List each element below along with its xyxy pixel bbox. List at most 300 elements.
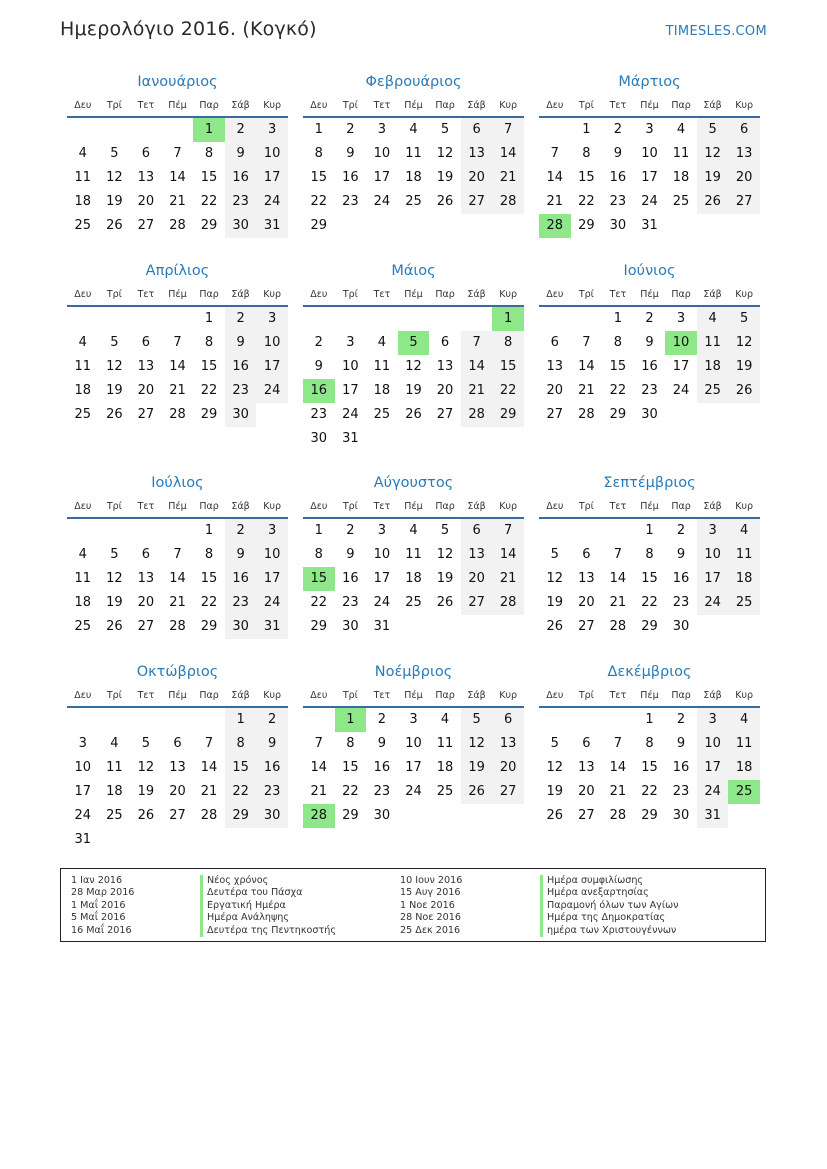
week-row <box>67 543 288 567</box>
day-cell: 17 <box>641 170 658 185</box>
empty-day-cell <box>728 804 760 828</box>
day-cell: 29 <box>200 218 218 233</box>
day-cell: 15 <box>492 355 524 379</box>
day-cell: 3 <box>676 311 686 326</box>
day-cell: 14 <box>169 571 186 586</box>
day-cell: 17 <box>405 760 422 775</box>
day-cell: 15 <box>200 571 218 586</box>
day-cell: 14 <box>546 170 564 185</box>
day-cell: 12 <box>697 142 729 166</box>
day-cell: 5 <box>440 122 450 137</box>
weekday-label: Τρί <box>578 689 594 701</box>
weekday-label: Τετ <box>137 99 155 111</box>
day-cell: 22 <box>225 780 257 804</box>
day-cell: 8 <box>225 732 257 756</box>
day-cell: 11 <box>405 547 422 562</box>
day-cell: 2 <box>225 307 257 331</box>
day-cell: 7 <box>173 547 182 562</box>
weekday-header <box>539 495 760 517</box>
day-cell: 20 <box>137 595 155 610</box>
day-cell: 20 <box>436 383 454 398</box>
empty-day-cell <box>67 307 99 331</box>
day-cell: 22 <box>641 595 658 610</box>
day-cell: 22 <box>342 784 359 799</box>
month-name: Δεκέμβριος <box>607 664 692 680</box>
weekday-label: Τετ <box>609 500 627 512</box>
day-cell: 4 <box>676 122 686 137</box>
day-cell: 15 <box>641 571 658 586</box>
month-block <box>539 662 760 828</box>
day-cell: 16 <box>342 170 359 185</box>
month-name: Φεβρουάριος <box>365 74 462 90</box>
weekday-label: Πέμ <box>168 500 187 512</box>
week-row <box>303 591 524 615</box>
empty-day-cell <box>398 804 430 828</box>
day-cell: 24 <box>256 591 288 615</box>
day-cell: 3 <box>645 122 654 137</box>
brand-link[interactable]: TIMESLES.COM <box>665 24 767 39</box>
weekday-label: Παρ <box>671 689 691 701</box>
week-row <box>303 214 524 238</box>
weekday-label: Κυρ <box>263 689 282 701</box>
week-row <box>67 142 288 166</box>
day-cell: 2 <box>613 122 623 137</box>
day-cell: 21 <box>169 194 186 209</box>
weekday-label: Δευ <box>546 288 564 300</box>
weekday-label: Πέμ <box>404 288 423 300</box>
day-cell: 5 <box>110 146 119 161</box>
day-cell: 24 <box>373 595 391 610</box>
day-cell: 2 <box>346 523 355 538</box>
weekday-header <box>539 684 760 706</box>
weekday-label: Κυρ <box>735 288 754 300</box>
day-cell: 1 <box>204 311 214 326</box>
day-cell: 19 <box>728 355 760 379</box>
weekday-label: Σάβ <box>703 500 722 512</box>
week-row <box>303 615 524 639</box>
holiday-name: Εργατική Ημέρα <box>200 900 336 912</box>
weekday-label: Παρ <box>435 288 455 300</box>
day-cell: 1 <box>582 122 591 137</box>
day-cell: 29 <box>641 619 658 634</box>
day-cell: 14 <box>200 760 218 775</box>
day-cell: 26 <box>697 190 729 214</box>
week-row <box>539 780 760 804</box>
day-cell: 23 <box>373 784 391 799</box>
month-block <box>67 473 288 639</box>
day-cell: 8 <box>314 146 323 161</box>
weekday-label: Παρ <box>671 500 691 512</box>
day-cell: 17 <box>373 571 391 586</box>
day-cell: 22 <box>200 383 218 398</box>
day-cell: 19 <box>436 170 454 185</box>
page-title: Ημερολόγιο 2016. (Κογκό) <box>60 18 317 40</box>
day-cell: 21 <box>609 595 627 610</box>
day-cell: 6 <box>461 519 493 543</box>
holiday-name: Ημέρα συμφιλίωσης <box>540 875 679 887</box>
day-cell: 18 <box>74 194 92 209</box>
day-cell: 8 <box>314 547 323 562</box>
day-cell: 21 <box>492 567 524 591</box>
day-cell: 7 <box>173 335 182 350</box>
day-cell: 29 <box>200 619 218 634</box>
day-cell: 13 <box>578 571 595 586</box>
day-cell: 12 <box>546 571 564 586</box>
empty-day-cell <box>398 427 430 451</box>
day-cell: 4 <box>78 335 87 350</box>
empty-day-cell <box>366 427 398 451</box>
day-cell: 25 <box>74 218 92 233</box>
day-cell: 9 <box>377 736 387 751</box>
day-cell: 19 <box>106 383 123 398</box>
day-cell: 23 <box>342 595 359 610</box>
empty-day-cell <box>461 214 493 238</box>
weekday-label: Δευ <box>74 288 92 300</box>
weekday-label: Πέμ <box>404 99 423 111</box>
empty-day-cell <box>99 118 131 142</box>
day-cell: 18 <box>672 170 690 185</box>
empty-day-cell <box>366 214 398 238</box>
day-cell: 4 <box>409 523 418 538</box>
empty-day-cell <box>429 214 461 238</box>
day-cell: 12 <box>436 547 454 562</box>
day-cell: 9 <box>225 142 257 166</box>
day-cell: 27 <box>137 218 155 233</box>
day-cell: 4 <box>78 146 87 161</box>
week-row <box>67 214 288 238</box>
day-cell: 11 <box>106 760 123 775</box>
day-cell: 14 <box>461 355 493 379</box>
day-cell: 10 <box>373 146 391 161</box>
day-cell: 18 <box>373 383 391 398</box>
day-cell: 20 <box>728 166 760 190</box>
holiday-name: Δευτέρα της Πεντηκοστής <box>200 925 336 937</box>
month-name: Μάιος <box>391 263 436 279</box>
empty-day-cell <box>162 708 194 732</box>
day-cell: 18 <box>74 383 92 398</box>
day-cell: 11 <box>74 571 92 586</box>
day-cell: 28 <box>609 619 627 634</box>
week-row <box>303 379 524 403</box>
empty-day-cell <box>728 403 760 427</box>
day-cell: 16 <box>609 170 627 185</box>
day-cell: 14 <box>609 760 627 775</box>
day-cell: 13 <box>137 170 155 185</box>
day-cell: 7 <box>173 146 182 161</box>
weekday-label: Τρί <box>578 500 594 512</box>
empty-day-cell <box>728 214 760 238</box>
month-name: Αύγουστος <box>373 475 454 491</box>
weekday-label: Πέμ <box>640 288 659 300</box>
day-cell: 30 <box>672 808 690 823</box>
empty-day-cell <box>461 307 493 331</box>
day-cell: 2 <box>377 712 387 727</box>
day-cell: 21 <box>169 595 186 610</box>
holiday-dates-col-1 <box>71 875 134 937</box>
weekday-header <box>303 283 524 305</box>
day-cell: 8 <box>613 335 623 350</box>
month-block <box>539 72 760 238</box>
day-cell: 3 <box>256 307 288 331</box>
day-cell: 29 <box>342 808 359 823</box>
day-cell: 18 <box>106 784 123 799</box>
day-cell: 7 <box>613 547 623 562</box>
day-cell: 2 <box>225 519 257 543</box>
day-cell: 10 <box>256 331 288 355</box>
week-row <box>539 403 760 427</box>
day-cell: 23 <box>225 379 257 403</box>
day-cell: 2 <box>256 708 288 732</box>
day-cell: 1 <box>314 122 323 137</box>
day-cell: 4 <box>697 307 729 331</box>
day-cell: 15 <box>225 756 257 780</box>
day-cell: 11 <box>728 543 760 567</box>
day-cell: 28 <box>169 218 186 233</box>
holiday-names-col-2 <box>540 875 679 937</box>
day-cell: 27 <box>137 407 155 422</box>
day-cell: 23 <box>310 407 328 422</box>
month-block <box>539 261 760 427</box>
week-row <box>539 804 760 828</box>
day-cell: 5 <box>461 708 493 732</box>
day-cell: 24 <box>373 194 391 209</box>
day-cell: 27 <box>461 591 493 615</box>
day-cell: 24 <box>256 379 288 403</box>
weekday-label: Τρί <box>342 99 358 111</box>
empty-day-cell <box>461 804 493 828</box>
day-cell: 9 <box>225 543 257 567</box>
day-cell: 7 <box>492 118 524 142</box>
weekday-label: Τρί <box>106 500 122 512</box>
day-cell: 26 <box>461 780 493 804</box>
empty-day-cell <box>571 307 603 331</box>
holiday-name: Δευτέρα του Πάσχα <box>200 887 336 899</box>
week-row <box>303 166 524 190</box>
week-row <box>303 307 524 331</box>
day-cell: 1 <box>335 708 367 732</box>
empty-day-cell <box>366 307 398 331</box>
day-cell: 29 <box>200 407 218 422</box>
day-cell: 29 <box>492 403 524 427</box>
day-cell: 26 <box>546 808 564 823</box>
day-cell: 3 <box>377 523 387 538</box>
weekday-label: Τρί <box>342 689 358 701</box>
week-row <box>67 519 288 543</box>
month-name: Νοέμβριος <box>374 664 453 680</box>
week-row <box>539 732 760 756</box>
day-cell: 16 <box>672 760 690 775</box>
day-cell: 20 <box>492 756 524 780</box>
day-cell: 2 <box>346 122 355 137</box>
week-row <box>303 804 524 828</box>
day-cell: 16 <box>225 355 257 379</box>
empty-day-cell <box>398 615 430 639</box>
day-cell: 9 <box>346 146 355 161</box>
day-cell: 20 <box>578 595 595 610</box>
week-row <box>539 331 760 355</box>
day-cell: 1 <box>645 712 654 727</box>
day-cell: 2 <box>676 523 686 538</box>
day-cell: 7 <box>582 335 591 350</box>
empty-day-cell <box>492 615 524 639</box>
day-cell: 19 <box>697 166 729 190</box>
week-row <box>539 214 760 238</box>
day-cell: 9 <box>676 547 686 562</box>
day-cell: 16 <box>225 567 257 591</box>
day-cell: 7 <box>204 736 214 751</box>
empty-day-cell <box>335 214 367 238</box>
day-cell: 24 <box>697 591 729 615</box>
day-cell: 29 <box>310 619 328 634</box>
day-cell: 3 <box>346 335 355 350</box>
week-row <box>67 355 288 379</box>
day-cell: 17 <box>373 170 391 185</box>
day-cell: 9 <box>256 732 288 756</box>
weekday-label: Κυρ <box>499 500 518 512</box>
empty-day-cell <box>461 615 493 639</box>
weekday-label: Δευ <box>546 689 564 701</box>
month-name: Ιούνιος <box>623 263 676 279</box>
day-cell: 15 <box>342 760 359 775</box>
week-row <box>67 780 288 804</box>
weekday-label: Κυρ <box>263 500 282 512</box>
weekday-label: Τετ <box>609 689 627 701</box>
day-cell: 5 <box>728 307 760 331</box>
day-cell: 2 <box>645 311 654 326</box>
day-cell: 15 <box>310 170 328 185</box>
empty-day-cell <box>429 307 461 331</box>
day-cell: 20 <box>461 166 493 190</box>
day-cell: 5 <box>550 547 559 562</box>
day-cell: 11 <box>436 736 454 751</box>
day-cell: 12 <box>405 359 422 374</box>
weekday-header <box>539 283 760 305</box>
empty-day-cell <box>539 118 571 142</box>
day-cell: 30 <box>373 808 391 823</box>
day-cell: 20 <box>137 194 155 209</box>
day-cell: 17 <box>256 166 288 190</box>
day-cell: 13 <box>546 359 564 374</box>
day-cell: 24 <box>697 780 729 804</box>
weekday-label: Σάβ <box>231 689 250 701</box>
day-cell: 22 <box>200 595 218 610</box>
weekday-label: Κυρ <box>499 288 518 300</box>
week-row <box>303 756 524 780</box>
day-cell: 9 <box>613 146 623 161</box>
day-cell: 5 <box>398 331 430 355</box>
day-cell: 4 <box>409 122 418 137</box>
day-cell: 21 <box>310 784 328 799</box>
day-cell: 17 <box>74 784 92 799</box>
day-cell: 30 <box>672 619 690 634</box>
day-cell: 6 <box>728 118 760 142</box>
day-cell: 22 <box>609 383 627 398</box>
day-cell: 13 <box>436 359 454 374</box>
day-cell: 18 <box>728 756 760 780</box>
empty-day-cell <box>429 615 461 639</box>
day-cell: 6 <box>492 708 524 732</box>
weekday-label: Πέμ <box>640 99 659 111</box>
day-cell: 8 <box>346 736 355 751</box>
day-cell: 3 <box>697 708 729 732</box>
day-cell: 23 <box>225 591 257 615</box>
day-cell: 15 <box>303 567 335 591</box>
day-cell: 10 <box>74 760 92 775</box>
day-cell: 6 <box>141 335 151 350</box>
week-row <box>67 190 288 214</box>
empty-day-cell <box>697 214 729 238</box>
day-cell: 16 <box>225 166 257 190</box>
day-cell: 7 <box>492 519 524 543</box>
day-cell: 12 <box>546 760 564 775</box>
weekday-label: Σάβ <box>467 288 486 300</box>
weekday-label: Τρί <box>578 288 594 300</box>
day-cell: 23 <box>672 595 690 610</box>
empty-day-cell <box>225 828 257 852</box>
week-row <box>539 567 760 591</box>
day-cell: 7 <box>550 146 559 161</box>
week-row <box>539 519 760 543</box>
weekday-label: Τρί <box>578 99 594 111</box>
day-cell: 12 <box>728 331 760 355</box>
day-cell: 13 <box>169 760 186 775</box>
day-cell: 5 <box>697 118 729 142</box>
day-cell: 11 <box>697 331 729 355</box>
day-cell: 26 <box>546 619 564 634</box>
day-cell: 20 <box>578 784 595 799</box>
day-cell: 13 <box>137 359 155 374</box>
day-cell: 30 <box>342 619 359 634</box>
month-block <box>539 473 760 639</box>
day-cell: 2 <box>676 712 686 727</box>
day-cell: 27 <box>546 407 564 422</box>
empty-day-cell <box>130 118 162 142</box>
day-cell: 25 <box>373 407 391 422</box>
day-cell: 15 <box>578 170 595 185</box>
empty-day-cell <box>461 427 493 451</box>
day-cell: 9 <box>225 331 257 355</box>
weekday-label: Τρί <box>342 288 358 300</box>
weekday-label: Παρ <box>199 99 219 111</box>
holiday-date: 16 Μαΐ 2016 <box>71 924 132 936</box>
weekday-label: Σάβ <box>467 99 486 111</box>
empty-day-cell <box>99 307 131 331</box>
empty-day-cell <box>398 214 430 238</box>
week-row <box>539 379 760 403</box>
empty-day-cell <box>256 403 288 427</box>
empty-day-cell <box>67 118 99 142</box>
day-cell: 11 <box>373 359 391 374</box>
month-block <box>303 473 524 639</box>
week-row <box>67 615 288 639</box>
week-row <box>67 732 288 756</box>
day-cell: 11 <box>74 359 92 374</box>
day-cell: 13 <box>492 732 524 756</box>
day-cell: 22 <box>641 784 658 799</box>
weekday-label: Τετ <box>373 500 391 512</box>
weekday-label: Τετ <box>609 288 627 300</box>
day-cell: 22 <box>492 379 524 403</box>
day-cell: 24 <box>256 190 288 214</box>
day-cell: 17 <box>697 567 729 591</box>
weekday-label: Παρ <box>199 689 219 701</box>
day-cell: 21 <box>546 194 564 209</box>
week-row <box>303 142 524 166</box>
day-cell: 30 <box>641 407 658 422</box>
month-block <box>67 261 288 427</box>
day-cell: 11 <box>74 170 92 185</box>
day-cell: 19 <box>405 383 422 398</box>
